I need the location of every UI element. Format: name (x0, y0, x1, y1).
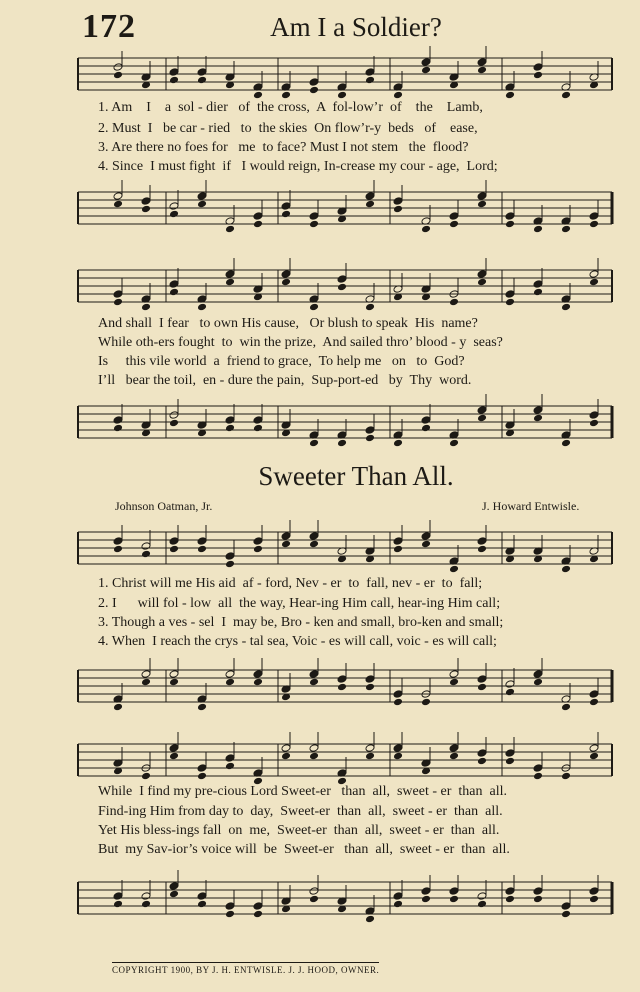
bass-staff (78, 190, 612, 226)
lyric-line: Is this vile world a friend to grace, To help me on to God? (98, 354, 465, 369)
hymn-title-2: Sweeter Than All. (258, 461, 454, 491)
lyric-line: 3. Are there no foes for me to face? Must I not stem the flood? (98, 140, 469, 155)
composer-credit: J. Howard Entwisle. (482, 499, 580, 513)
lyric-line: 3. Though a ves - sel I may be, Bro - ken and small, bro-ken and small; (98, 615, 504, 630)
lyric-line: 1. Am I a sol - dier of the cross, A fol-low’r of the Lamb, (98, 100, 483, 115)
lyric-line: And shall I fear to own His cause, Or blush to speak His name? (98, 316, 478, 331)
lyric-line: But my Sav-ior’s voice will be Sweet-er than all, sweet - er than all. (98, 842, 510, 857)
hymn-number: 172 (82, 8, 136, 45)
lyric-line: I’ll bear the toil, en - dure the pain, Sup-port-ed by Thy word. (98, 373, 472, 388)
lyric-line: While oth-ers fought to win the prize, And sailed thro’ blood - y seas? (98, 335, 503, 350)
lyric-line: 1. Christ will me His aid af - ford, Nev - er to fall, nev - er to fall; (98, 576, 483, 591)
lyric-line: 2. Must I be car - ried to the skies On flow’r-y beds of ease, (98, 121, 478, 136)
author-credit: Johnson Oatman, Jr. (115, 499, 213, 513)
bass-staff (78, 404, 612, 440)
bass-staff (78, 668, 612, 704)
bass-staff (78, 880, 612, 916)
treble-staff (78, 530, 612, 566)
treble-staff (78, 56, 612, 92)
lyric-line: 4. Since I must fight if I would reign, In-crease my cour - age, Lord; (98, 159, 498, 174)
lyric-line: Find-ing Him from day to day, Sweet-er than all, sweet - er than all. (98, 804, 503, 819)
lyric-line: Yet His bless-ings fall on me, Sweet-er than all, sweet - er than all. (98, 823, 500, 838)
lyric-line: 4. When I reach the crys - tal sea, Voic - es will call, voic - es will call; (98, 634, 497, 649)
copyright-notice: COPYRIGHT 1900, BY J. H. ENTWISLE. J. J. HOOD, OWNER. (112, 962, 379, 975)
treble-staff (78, 268, 612, 304)
treble-staff (78, 742, 612, 778)
lyric-line: While I find my pre-cious Lord Sweet-er than all, sweet - er than all. (98, 784, 507, 799)
hymn-title-1: Am I a Soldier? (270, 12, 442, 42)
lyric-line: 2. I will fol - low all the way, Hear-ing Him call, hear-ing Him call; (98, 596, 501, 611)
